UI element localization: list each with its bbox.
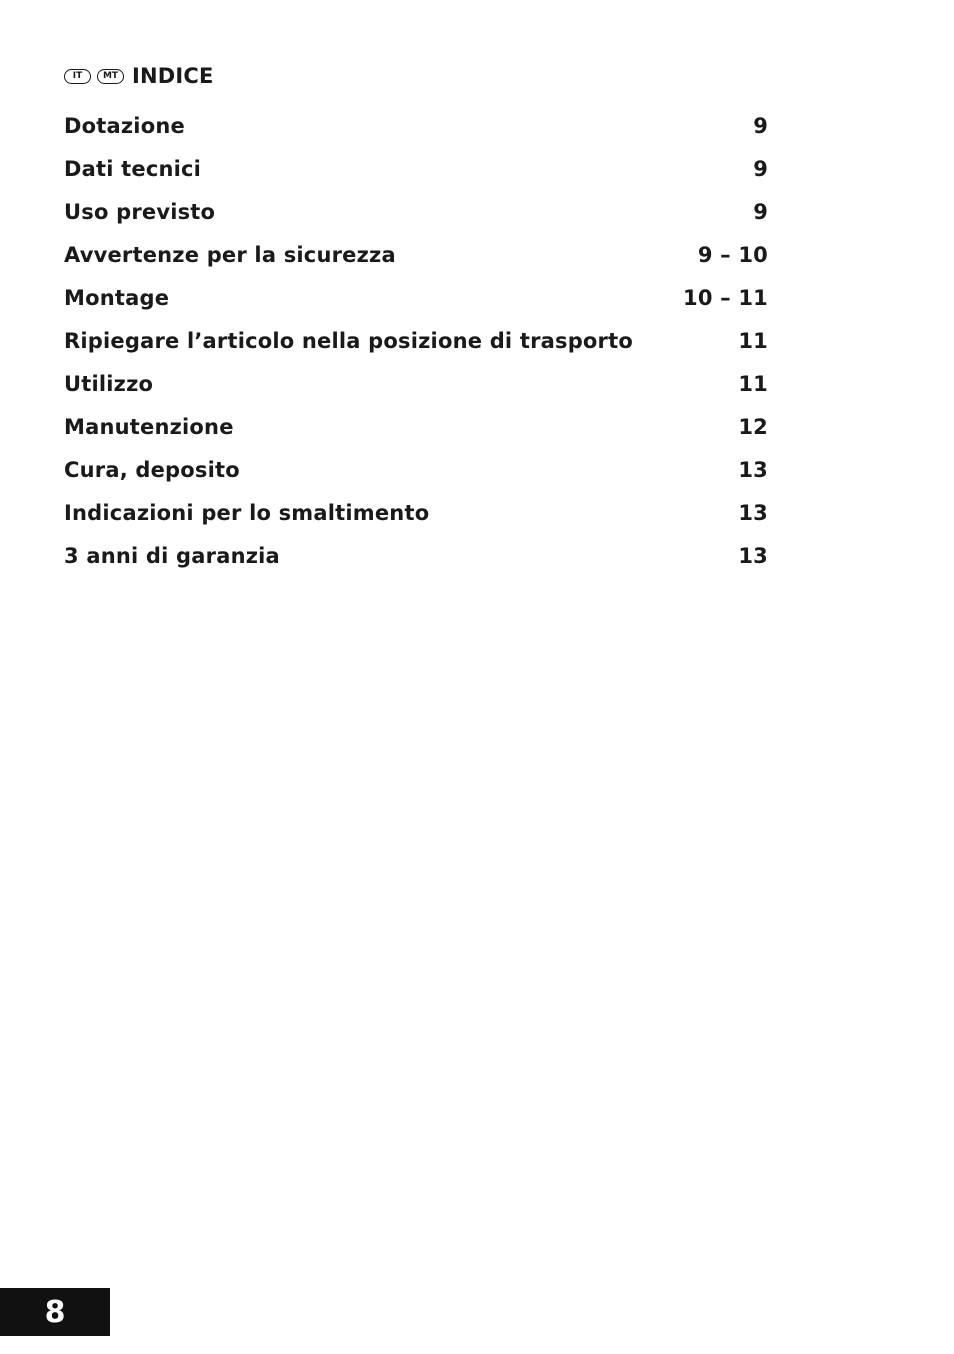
toc-entry-label: Cura, deposito: [64, 457, 240, 482]
toc-row: [64, 534, 768, 577]
toc-entry-label: Montage: [64, 285, 170, 310]
toc-row: [64, 491, 768, 534]
toc-header: [64, 62, 214, 90]
toc-row: [64, 190, 768, 233]
toc-entry-page: 13: [738, 500, 768, 525]
toc-row: [64, 448, 768, 491]
toc-entry-page: 9 – 10: [697, 242, 768, 267]
toc-row: [64, 405, 768, 448]
page-number: 8: [44, 1294, 66, 1330]
toc-entry-page: 13: [738, 543, 768, 568]
toc-entry-page: 13: [738, 457, 768, 482]
toc-row: [64, 276, 768, 319]
toc-entry-label: Utilizzo: [64, 371, 154, 396]
toc-row: [64, 233, 768, 276]
toc-entry-label: Manutenzione: [64, 414, 234, 439]
toc-entry-page: 9: [753, 156, 768, 181]
toc-entry-label: Ripiegare l’articolo nella posizione di trasporto: [64, 328, 633, 353]
page-title: INDICE: [132, 64, 214, 88]
toc-entry-label: Dati tecnici: [64, 156, 202, 181]
toc-entry-label: Avvertenze per la sicurezza: [64, 242, 396, 267]
toc-row: [64, 104, 768, 147]
language-badge-it: IT: [64, 69, 91, 84]
toc-entry-page: 12: [738, 414, 768, 439]
toc-entry-label: 3 anni di garanzia: [64, 543, 280, 568]
toc-entry-label: Indicazioni per lo smaltimento: [64, 500, 430, 525]
toc-entry-page: 11: [738, 328, 768, 353]
toc-entry-page: 11: [738, 371, 768, 396]
toc-entry-label: Dotazione: [64, 113, 185, 138]
table-of-contents: [64, 104, 768, 577]
language-badge-mt: MT: [97, 69, 124, 84]
toc-row: [64, 319, 768, 362]
toc-entry-page: 9: [753, 199, 768, 224]
toc-row: [64, 147, 768, 190]
toc-row: [64, 362, 768, 405]
toc-entry-page: 10 – 11: [683, 285, 768, 310]
toc-entry-label: Uso previsto: [64, 199, 216, 224]
page-number-tab: [0, 1288, 110, 1336]
toc-entry-page: 9: [753, 113, 768, 138]
